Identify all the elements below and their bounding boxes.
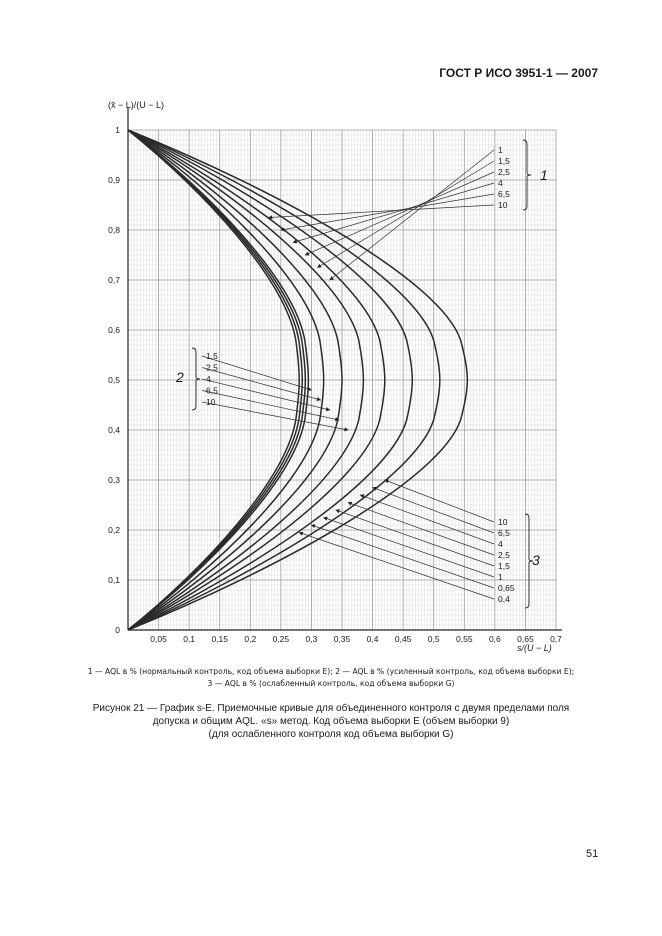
x-tick-label: 0,5 xyxy=(427,634,440,644)
leader-line xyxy=(299,533,494,600)
x-tick-label: 0,35 xyxy=(333,634,351,644)
group-number: 2 xyxy=(176,369,184,385)
x-tick-label: 0,45 xyxy=(394,634,412,644)
y-tick-label: 0,3 xyxy=(108,475,120,485)
curve-label: 1,5 xyxy=(498,156,510,166)
curve-label: 1,5 xyxy=(498,561,510,571)
x-tick-label: 0,25 xyxy=(272,634,290,644)
curve-label: 6,5 xyxy=(498,528,510,538)
legend-line-1: 1 — AQL в % (нормальный контроль, код объема выборки E); 2 — AQL в % (усиленный контроль, код объема выборки E); xyxy=(87,667,575,676)
x-tick-label: 0,1 xyxy=(183,634,196,644)
x-axis-label: s/(U − L) xyxy=(517,643,552,653)
leader-line xyxy=(324,518,494,578)
curve-label: 4 xyxy=(498,178,503,188)
leader-line xyxy=(305,172,494,255)
curve-label: 2,5 xyxy=(498,167,510,177)
curve-label: 0,4 xyxy=(498,594,510,604)
curve-label: 10 xyxy=(498,517,508,527)
curve-label: 4 xyxy=(206,374,211,384)
leader-line xyxy=(360,495,494,544)
caption-line-1: Рисунок 21 — График s-E. Приемочные кривые для объединенного контроля с двумя пределами поля xyxy=(92,703,570,714)
curve-label: 2,5 xyxy=(498,550,510,560)
y-tick-label: 0,1 xyxy=(108,575,120,585)
x-tick-label: 0,7 xyxy=(550,634,562,644)
x-tick-label: 0,65 xyxy=(517,634,534,644)
leader-line xyxy=(293,183,494,243)
leader-line xyxy=(385,480,494,522)
leader-line xyxy=(281,194,494,230)
y-tick-label: 0,7 xyxy=(108,275,120,285)
x-tick-label: 0,55 xyxy=(456,634,473,644)
figure-caption xyxy=(50,702,612,741)
y-tick-label: 0,9 xyxy=(108,175,120,185)
y-tick-label: 1 xyxy=(115,125,120,135)
x-tick-label: 0,05 xyxy=(150,634,167,644)
x-tick-label: 0,6 xyxy=(488,634,501,644)
y-tick-label: 0,4 xyxy=(108,425,120,435)
standard-number: ГОСТ Р ИСО 3951-1 — 2007 xyxy=(439,66,598,80)
curve-label: 6,5 xyxy=(206,385,218,396)
x-tick-label: 0,4 xyxy=(366,634,379,644)
x-tick-label: 0,3 xyxy=(305,634,318,644)
curve-label: 10 xyxy=(206,397,216,407)
group-number: 3 xyxy=(532,552,540,568)
group-brace xyxy=(192,348,200,410)
curve-label: 6,5 xyxy=(498,189,510,199)
curve-label: 10 xyxy=(498,200,508,210)
legend-line-2: 3 — AQL в % (ослабленный контроль, код объема выборки G) xyxy=(207,679,455,688)
leader-line xyxy=(348,503,494,556)
y-tick-label: 0,6 xyxy=(108,325,120,335)
y-tick-label: 0 xyxy=(115,625,120,635)
curve-label: 1 xyxy=(498,145,503,155)
page-number: 51 xyxy=(586,848,599,860)
y-tick-label: 0,2 xyxy=(108,525,120,535)
curve-label: 1 xyxy=(498,572,503,582)
curve-label: 0,65 xyxy=(498,583,515,593)
x-tick-label: 0,2 xyxy=(244,634,257,644)
y-tick-label: 0,5 xyxy=(108,375,120,385)
legend xyxy=(40,666,622,690)
x-tick-label: 0,15 xyxy=(211,634,228,644)
caption-line-3: (для ослабленного контроля код объема выборки G) xyxy=(208,729,454,740)
curve-label: 4 xyxy=(498,539,503,549)
group-number: 1 xyxy=(540,167,548,183)
caption-line-2: допуска и общим AQL. «s» метод. Код объема выборки E (объем выборки 9) xyxy=(152,716,510,727)
y-axis-label: (x̄ − L)/(U − L) xyxy=(108,100,165,110)
y-tick-label: 0,8 xyxy=(108,225,120,235)
curve-label: 2,5 xyxy=(206,362,218,373)
curve-label: 1,5 xyxy=(206,351,218,361)
